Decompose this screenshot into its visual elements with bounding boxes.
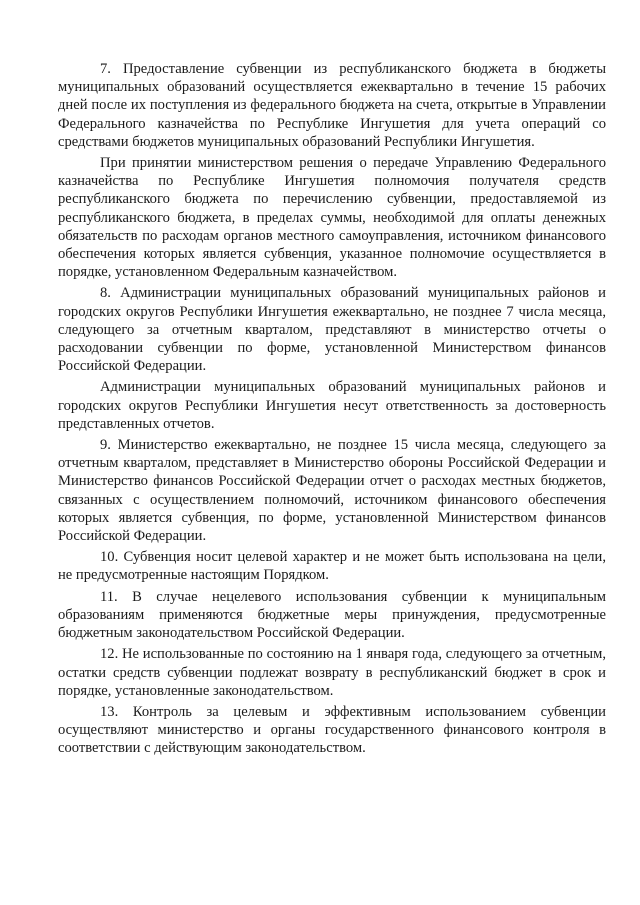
paragraph-7-treasury: При принятии министерством решения о передаче Управлению Федерального казначейства по Республике Ингушетия полномочия получателя средств республиканского бюджета по перечислению субвенции, предоставляемой из республиканского бюджета, в пределах суммы, необходимой для оплаты денежных обязательств по расходам органов местного самоуправления, источником финансового обеспечения которых является субвенция, указанное полномочие осуществляется в порядке, установленном Федеральным казначейством. xyxy=(58,155,606,281)
paragraph-12: 12. Не использованные по состоянию на 1 января года, следующего за отчетным, остатки средств субвенции подлежат возврату в республиканский бюджет в срок и порядке, установленные законодательством. xyxy=(58,646,606,699)
document-page xyxy=(58,60,606,761)
paragraph-10: 10. Субвенция носит целевой характер и не может быть использована на цели, не предусмотренные настоящим Порядком. xyxy=(58,549,606,584)
paragraph-11: 11. В случае нецелевого использования субвенции к муниципальным образованиям применяются бюджетные меры принуждения, предусмотренные бюджетным законодательством Российской Федерации. xyxy=(58,588,606,642)
paragraph-8-responsibility: Администрации муниципальных образований муниципальных районов и городских округов Республики Ингушетия несут ответственность за достоверность представленных отчетов. xyxy=(58,379,606,432)
paragraph-8: 8. Администрации муниципальных образований муниципальных районов и городских округов Республики Ингушетия ежеквартально, не позднее 7 числа месяца, следующего за отчетным кварталом, представляют в министерство отчеты о расходовании субвенции по форме, установленной Министерством финансов Российской Федерации. xyxy=(58,285,606,375)
paragraph-7: 7. Предоставление субвенции из республиканского бюджета в бюджеты муниципальных образований осуществляется ежеквартально в течение 15 рабочих дней после их поступления из федерального бюджета на счета, открытые в Управлении Федерального казначейства по Республике Ингушетия для учета операций со средствами бюджетов муниципальных образований Республики Ингушетия. xyxy=(58,61,606,150)
paragraph-13: 13. Контроль за целевым и эффективным использованием субвенции осуществляют министерство и органы государственного финансового контроля в соответствии с действующим законодательством. xyxy=(58,703,606,757)
paragraph-9: 9. Министерство ежеквартально, не позднее 15 числа месяца, следующего за отчетным кварталом, представляет в Министерство обороны Российской Федерации и Министерство финансов Российской Федерации отчет о расходах местных бюджетов, связанных с осуществлением полномочий, источником финансового обеспечения которых является субвенция, по форме, установленной Министерством финансов Российской Федерации. xyxy=(58,437,606,545)
